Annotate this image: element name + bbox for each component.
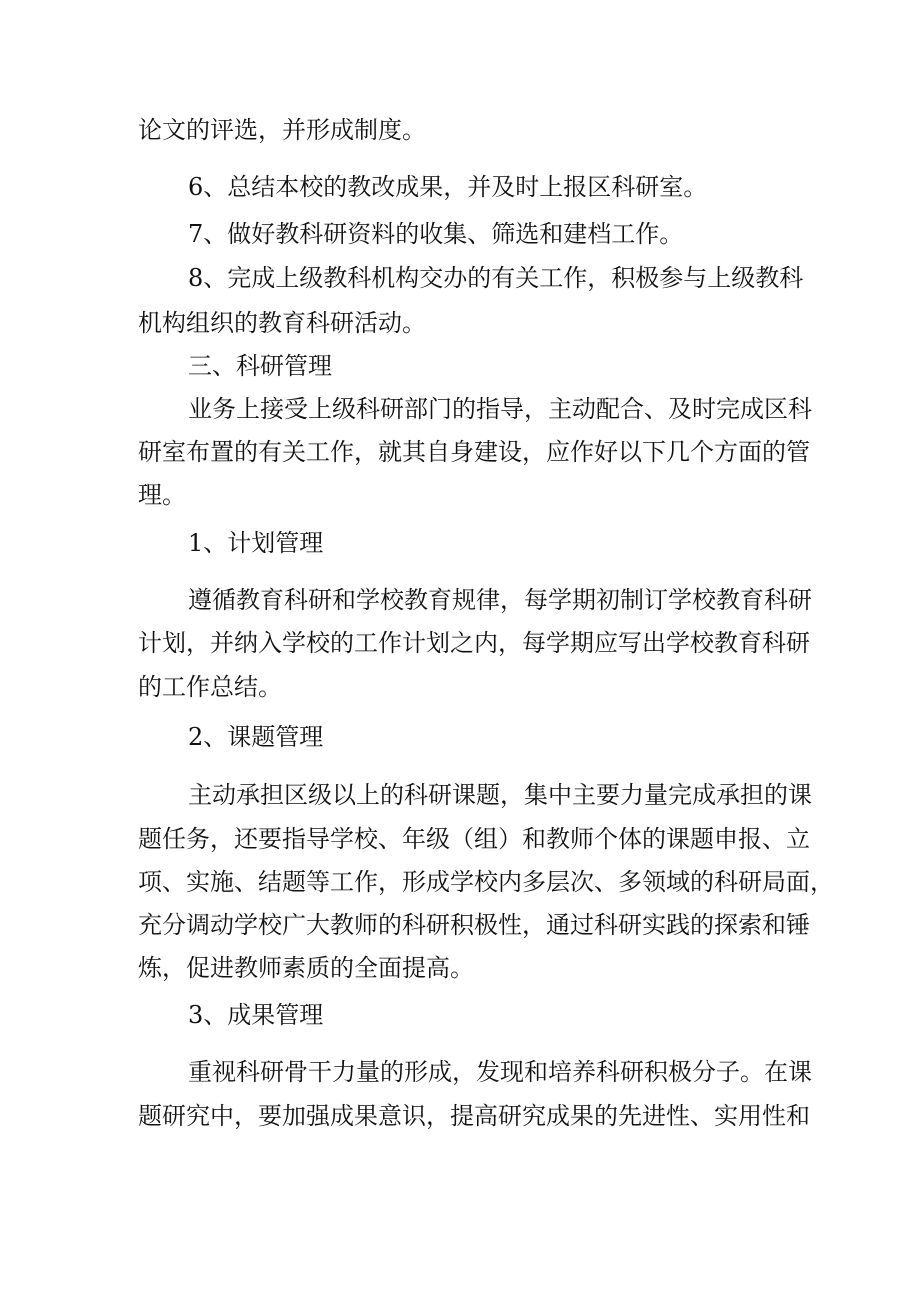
text-line: 机构组织的教育科研活动。 [138,309,426,337]
text-line: 题任务，还要指导学校、年级（组）和教师个体的课题申报、立 [138,825,810,853]
text-line: 充分调动学校广大教师的科研积极性，通过科研实践的探索和锤 [138,911,810,939]
text-line: 项、实施、结题等工作，形成学校内多层次、多领域的科研局面， [138,868,834,896]
text-line: 6、总结本校的教改成果，并及时上报区科研室。 [188,173,708,201]
text-line: 遵循教育科研和学校教育规律，每学期初制订学校教育科研 [188,586,812,614]
text-line: 业务上接受上级科研部门的指导，主动配合、及时完成区科 [188,395,812,423]
text-line: 的工作总结。 [138,673,282,701]
section-heading: 三、科研管理 [188,352,332,380]
text-line: 论文的评选，并形成制度。 [138,116,426,144]
subsection-heading: 3、成果管理 [188,1001,324,1029]
text-line: 7、做好教科研资料的收集、筛选和建档工作。 [188,220,684,248]
text-line: 8、完成上级教科机构交办的有关工作，积极参与上级教科 [188,264,804,292]
text-line: 题研究中，要加强成果意识，提高研究成果的先进性、实用性和 [138,1102,810,1130]
text-line: 炼，促进教师素质的全面提高。 [138,954,474,982]
subsection-heading: 1、计划管理 [188,529,324,557]
text-line: 理。 [138,481,186,509]
text-line: 计划，并纳入学校的工作计划之内，每学期应写出学校教育科研 [138,629,810,657]
subsection-heading: 2、课题管理 [188,723,324,751]
text-line: 主动承担区级以上的科研课题，集中主要力量完成承担的课 [188,781,812,809]
text-line: 研室布置的有关工作，就其自身建设，应作好以下几个方面的管 [138,438,810,466]
text-line: 重视科研骨干力量的形成，发现和培养科研积极分子。在课 [188,1058,812,1086]
